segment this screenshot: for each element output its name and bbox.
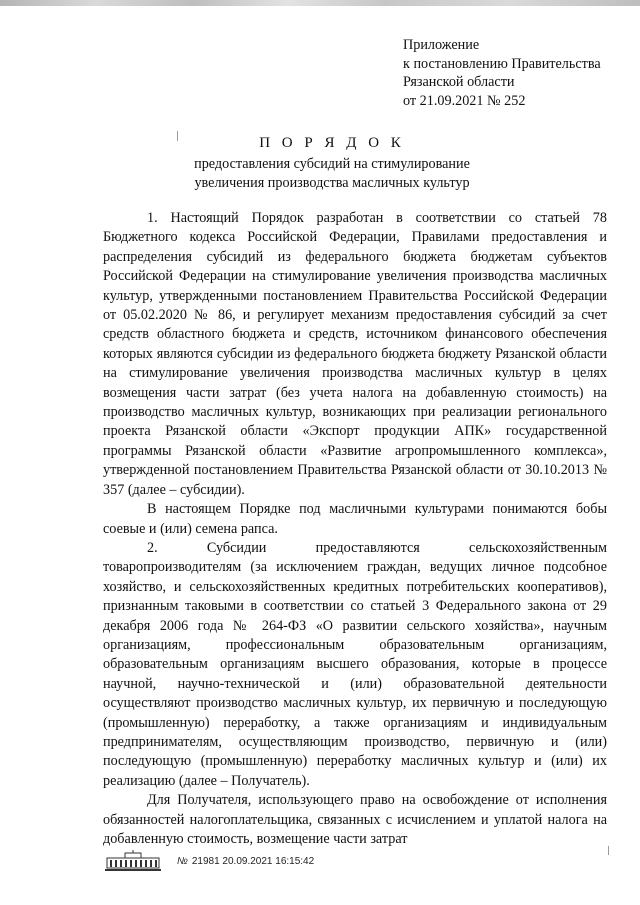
subtitle-line: предоставления субсидий на стимулирование bbox=[194, 156, 470, 172]
registration-footer bbox=[103, 850, 403, 872]
document-subtitle bbox=[12, 155, 640, 192]
paragraph: Для Получателя, использующего право на освобождение от исполнения обязанностей налогоплательщика, связанных с исчислением и уплатой налога на добавленную стоимость, возмещение части затрат bbox=[103, 792, 607, 847]
paragraph: 1. Настоящий Порядок разработан в соответствии со статьей 78 Бюджетного кодекса Российской Федерации, Правилами предоставления и распределения субсидий из федерального бюджета бюджетам субъектов Российской Федерации на стимулирование увеличения производства масличных культур, утвержденными постановлением Правительства Российской Федерации от 05.02.2020 № 86, и регулирует механизм предоставления субсидий за счет средств областного бюджета и средств, источником финансового обеспечения которых являются субсидии из федерального бюджета бюджету Рязанской области на стимулирование увеличения производства масличных культур в целях возмещения части затрат (без учета налога на добавленную стоимость) на производство масличных культур, возникающих при реализации регионального проекта Рязанской области «Экспорт продукции АПК» государственной программы Рязанской области «Развитие агропромышленного комплекса», утвержденной постановлением Правительства Рязанской области от 30.10.2013 № 357 (далее – субсидии). bbox=[103, 210, 607, 498]
subtitle-line: увеличения производства масличных культур bbox=[194, 174, 470, 191]
document-title: П О Р Я Д О К bbox=[259, 135, 405, 151]
annex-line: от 21.09.2021 № 252 bbox=[403, 92, 526, 109]
document-body bbox=[103, 209, 607, 849]
paragraph: 2. Субсидии предоставляются сельскохозяйственным товаропроизводителям (за исключением граждан, ведущих личное подсобное хозяйство, и сельскохозяйственных кредитных потребительских кооперативов), признанным таковыми в соответствии со статьей 3 Федерального закона от 29 декабря 2006 года № 264-ФЗ «О развитии сельского хозяйства», научным организациям, профессиональным образовательным организациям, образовательным организациям высшего образования, которые в процессе научной, научно-технической и (или) образовательной деятельности осуществляют производство масличных культур, их первичную и последующую (промышленную) переработку, а также организациям и индивидуальным предпринимателям, осуществляющим производство, первичную и (или) последующую (промышленную) переработку масличных культур и (или) их реализацию (далее – Получатель). bbox=[103, 539, 607, 789]
annex-line: к постановлению Правительства bbox=[403, 55, 601, 72]
scan-mark bbox=[608, 846, 609, 855]
building-logo-icon bbox=[103, 850, 163, 872]
annex-line: Рязанской области bbox=[403, 74, 515, 90]
scan-edge bbox=[0, 0, 640, 6]
paragraph: В настоящем Порядке под масличными культурами понимаются бобы соевые и (или) семена рапса. bbox=[103, 501, 607, 537]
registration-stamp bbox=[177, 856, 314, 867]
annex-block bbox=[403, 36, 633, 110]
annex-line: Приложение bbox=[403, 37, 480, 53]
number-sign: № bbox=[177, 855, 188, 867]
registration-text: 21981 20.09.2021 16:15:42 bbox=[191, 855, 315, 867]
